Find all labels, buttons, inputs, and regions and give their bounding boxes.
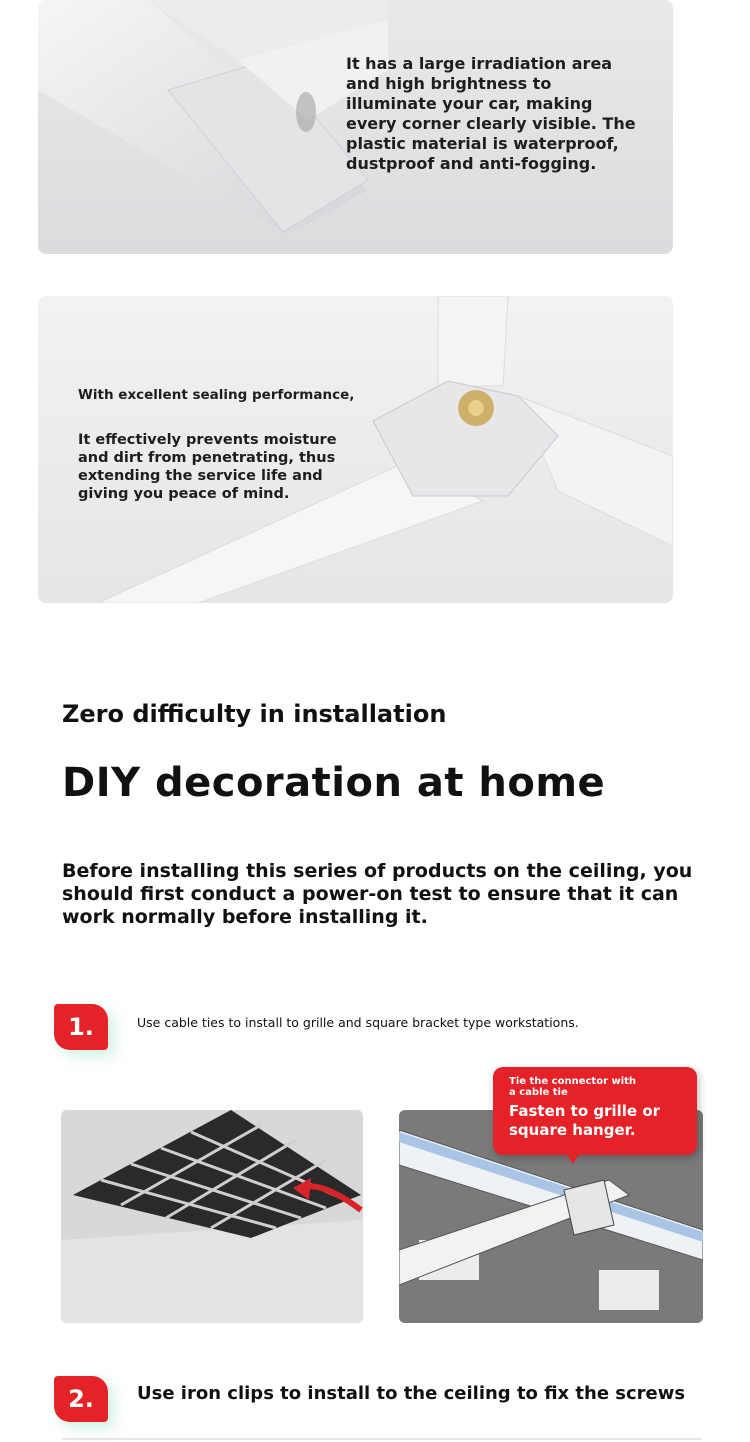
divider bbox=[62, 1438, 702, 1440]
callout-big-text: Fasten to grille or square hanger. bbox=[509, 1102, 661, 1139]
grille-ceiling-image bbox=[61, 1110, 363, 1323]
section-title: DIY decoration at home bbox=[62, 760, 606, 806]
product-closeup-panel bbox=[38, 0, 673, 254]
mount-callout bbox=[493, 1067, 697, 1155]
step-1-text: Use cable ties to install to grille and square bracket type workstations. bbox=[137, 1015, 579, 1030]
panel1-description: It has a large irradiation area and high brightness to illuminate your car, making every corner clearly visible. The plastic material is waterproof, dustproof and anti-fogging. bbox=[346, 54, 636, 173]
panel2-description: It effectively prevents moisture and dirt from penetrating, thus extending the service life and giving you peace of mind. bbox=[78, 432, 337, 502]
step-2-text: Use iron clips to install to the ceiling to fix the screws bbox=[137, 1383, 686, 1404]
callout-pointer bbox=[565, 1152, 581, 1164]
step-1-badge: 1. bbox=[54, 1004, 108, 1050]
connector-panel bbox=[38, 296, 673, 603]
section-subtitle: Zero difficulty in installation bbox=[62, 700, 447, 728]
panel2-lead: With excellent sealing performance, bbox=[78, 387, 355, 403]
section-intro: Before installing this series of products on the ceiling, you should first conduct a power-on test to ensure that it can work normally before installing it. bbox=[62, 860, 693, 928]
callout-small-text: Tie the connector with a cable tie bbox=[509, 1076, 637, 1098]
grille-illustration bbox=[61, 1110, 363, 1323]
step-2-badge: 2. bbox=[54, 1376, 108, 1422]
